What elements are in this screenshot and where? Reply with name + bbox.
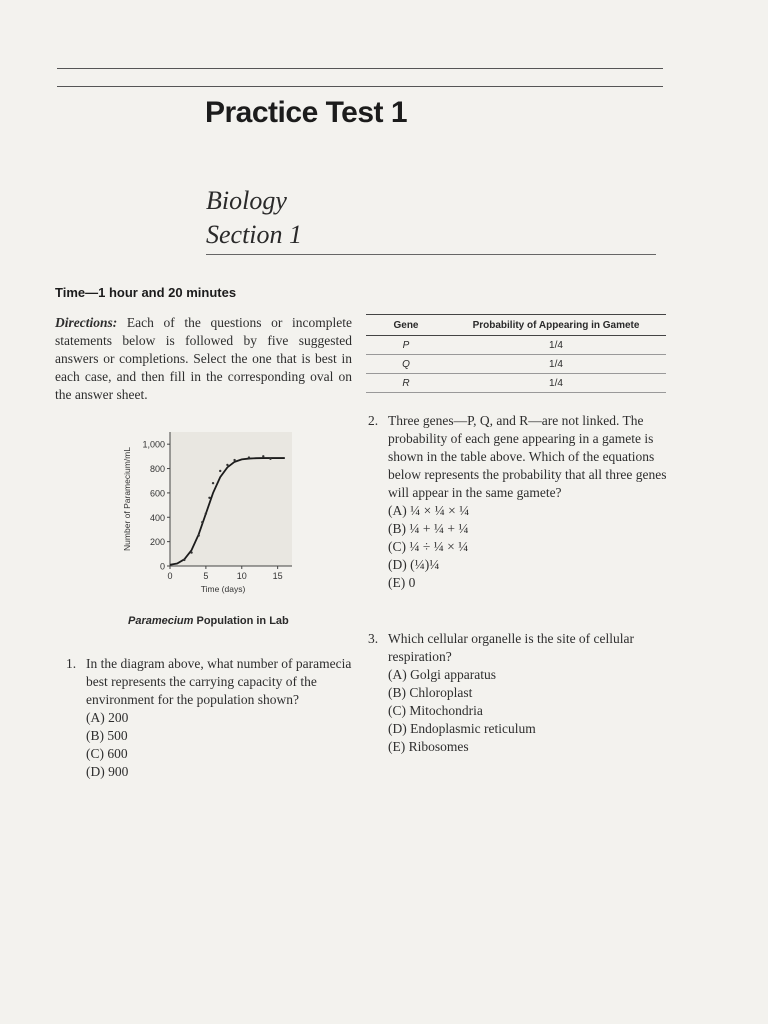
answer-option: (E) 0 <box>388 575 416 590</box>
gene-probability-table <box>366 314 666 393</box>
question-3 <box>368 630 668 756</box>
table-cell-gene: Q <box>366 355 446 374</box>
answer-option: (B) ¼ + ¼ + ¼ <box>388 521 469 536</box>
directions-block <box>55 314 352 404</box>
y-tick-label: 800 <box>149 464 165 475</box>
question-number: 2. <box>368 413 379 428</box>
data-point <box>205 512 207 514</box>
section-rule <box>206 254 656 255</box>
data-point <box>226 464 228 466</box>
y-axis-label: Number of Paramecium/mL <box>122 447 132 551</box>
data-point <box>248 456 250 458</box>
answer-option: (E) Ribosomes <box>388 739 469 754</box>
table-header-row <box>366 315 666 336</box>
x-tick-label: 10 <box>236 571 247 581</box>
table-header-gene: Gene <box>366 315 446 336</box>
question-1 <box>66 655 356 781</box>
answer-option: (A) 200 <box>86 710 129 725</box>
table-row <box>366 355 666 374</box>
table-row <box>366 374 666 393</box>
question-number: 3. <box>368 631 379 646</box>
answer-option: (C) Mitochondria <box>388 703 483 718</box>
question-number: 1. <box>66 656 77 671</box>
subject-heading: Biology <box>206 186 287 215</box>
data-point <box>198 534 200 536</box>
directions-text: Each of the questions or incomplete statements below is followed by five suggested answers or completions. Select the one that is best in each case, and then fill in the corresponding oval on the answer sheet. <box>55 315 352 402</box>
table-row <box>366 336 666 355</box>
question-stem: Three genes—P, Q, and R—are not linked. The probability of each gene appearing in a gamete is shown in the table above. Which of the equations below represents the probability that all three genes will appear in the same gamete? <box>388 413 667 500</box>
table-cell-prob: 1/4 <box>446 374 666 393</box>
top-rule-1 <box>57 68 663 69</box>
page-title: Practice Test 1 <box>205 96 408 129</box>
question-2 <box>368 412 668 592</box>
directions-lead: Directions: <box>55 315 118 330</box>
x-tick-label: 5 <box>203 571 209 581</box>
y-tick-label: 600 <box>149 488 165 499</box>
data-point <box>262 455 264 457</box>
paramecium-population-chart <box>118 424 298 604</box>
plot-background <box>170 432 292 566</box>
answer-option: (D) (¼)¼ <box>388 557 440 572</box>
data-point <box>208 497 210 499</box>
table-cell-prob: 1/4 <box>446 355 666 374</box>
data-point <box>219 470 221 472</box>
data-point <box>201 521 203 523</box>
chart-caption <box>128 615 289 627</box>
data-point <box>183 559 185 561</box>
x-tick-label: 15 <box>272 571 283 581</box>
time-limit: Time—1 hour and 20 minutes <box>55 285 237 300</box>
data-point <box>212 482 214 484</box>
x-axis-label: Time (days) <box>200 584 246 594</box>
answer-option: (B) Chloroplast <box>388 685 473 700</box>
question-stem: In the diagram above, what number of paramecia best represents the carrying capacity of the environment for the population shown? <box>86 656 352 707</box>
question-stem: Which cellular organelle is the site of cellular respiration? <box>388 631 635 664</box>
answer-option: (C) ¼ ÷ ¼ × ¼ <box>388 539 469 554</box>
table-cell-prob: 1/4 <box>446 336 666 355</box>
data-point <box>233 459 235 461</box>
answer-option: (C) 600 <box>86 746 128 761</box>
table-header-probability: Probability of Appearing in Gamete <box>446 315 666 336</box>
chart-caption-italic: Paramecium <box>128 615 194 627</box>
section-heading: Section 1 <box>206 220 303 249</box>
chart-caption-rest: Population in Lab <box>193 615 289 627</box>
table-cell-gene: P <box>366 336 446 355</box>
y-tick-label: 400 <box>149 512 165 523</box>
table-cell-gene: R <box>366 374 446 393</box>
answer-option: (D) 900 <box>86 764 129 779</box>
answer-option: (A) Golgi apparatus <box>388 667 496 682</box>
answer-option: (B) 500 <box>86 728 128 743</box>
x-tick-label: 0 <box>167 571 173 581</box>
answer-option: (D) Endoplasmic reticulum <box>388 721 536 736</box>
data-point <box>190 551 192 553</box>
top-rule-2 <box>57 86 663 87</box>
data-point <box>269 458 271 460</box>
y-tick-label: 200 <box>149 537 165 548</box>
y-tick-label: 0 <box>159 561 165 572</box>
answer-option: (A) ¼ × ¼ × ¼ <box>388 503 470 518</box>
y-tick-label: 1,000 <box>142 439 165 450</box>
